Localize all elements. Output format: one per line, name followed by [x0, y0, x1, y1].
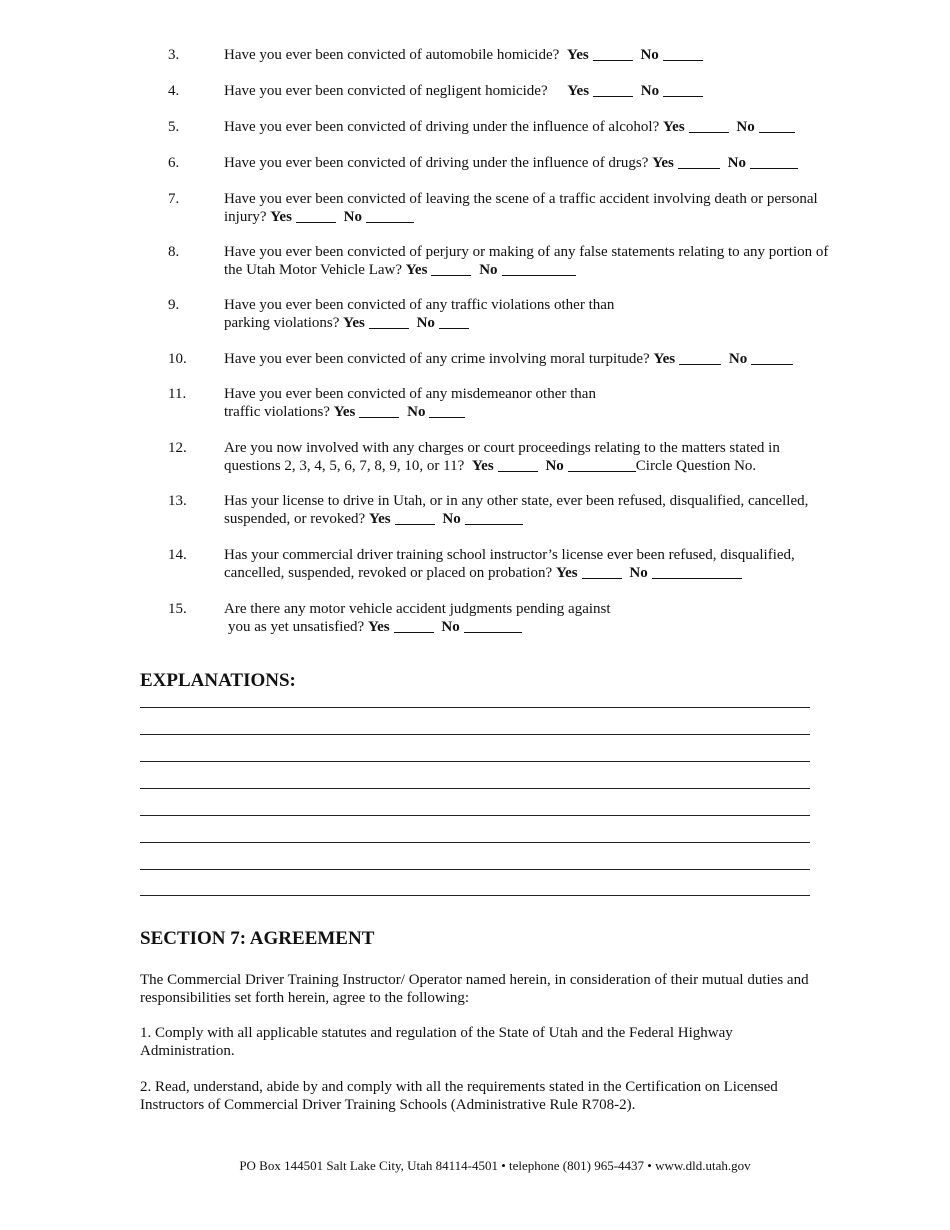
agreement-item-2-line: 2. Read, understand, abide by and comply with all the requirements stated in the Certification on Licensed: [140, 1079, 778, 1095]
question-number: 15.: [168, 601, 187, 617]
yes-label: Yes: [343, 315, 365, 331]
question-number: 3.: [168, 47, 180, 63]
agreement-item-1-line: Administration.: [140, 1043, 235, 1059]
yes-blank[interactable]: [296, 208, 336, 223]
no-label: No: [640, 47, 659, 63]
question-text: Have you ever been convicted of leaving the scene of a traffic accident involving death or personal: [224, 191, 818, 207]
question-number: 4.: [168, 83, 180, 99]
yes-blank[interactable]: [678, 154, 720, 169]
no-label: No: [441, 619, 460, 635]
question-text: you as yet unsatisfied?: [228, 619, 365, 635]
no-label: No: [407, 404, 426, 420]
question-text: Have you ever been convicted of any traffic violations other than: [224, 297, 615, 313]
yes-label: Yes: [555, 565, 578, 581]
yes-label: Yes: [405, 262, 428, 278]
yes-blank[interactable]: [394, 618, 434, 633]
yes-label: Yes: [567, 83, 590, 99]
no-blank[interactable]: [663, 46, 703, 61]
no-blank[interactable]: [568, 457, 636, 472]
yes-label: Yes: [652, 155, 674, 171]
question-text: Have you ever been convicted of negligent homicide?: [224, 83, 548, 99]
explanation-line-6[interactable]: [140, 842, 810, 843]
question-number: 8.: [168, 244, 180, 260]
question-text: traffic violations?: [224, 404, 330, 420]
question-number: 14.: [168, 547, 187, 563]
yes-blank[interactable]: [593, 46, 633, 61]
no-blank[interactable]: [759, 118, 795, 133]
yes-label: Yes: [368, 511, 391, 527]
no-blank[interactable]: [750, 154, 798, 169]
explanation-line-1[interactable]: [140, 707, 810, 708]
yes-blank[interactable]: [369, 314, 409, 329]
question-text: Have you ever been convicted of any crime involving moral turpitude?: [224, 351, 650, 367]
yes-blank[interactable]: [689, 118, 729, 133]
yes-blank[interactable]: [498, 457, 538, 472]
no-blank[interactable]: [663, 82, 703, 97]
question-text: injury?: [224, 209, 267, 225]
agreement-intro-line: The Commercial Driver Training Instructor/ Operator named herein, in consideration of their mutual duties and: [140, 972, 809, 988]
question-number: 7.: [168, 191, 180, 207]
question-text: parking violations?: [224, 315, 340, 331]
no-blank[interactable]: [366, 208, 414, 223]
no-blank[interactable]: [751, 350, 793, 365]
yes-label: Yes: [653, 351, 676, 367]
question-number: 13.: [168, 493, 187, 509]
question-text: Have you ever been convicted of any misdemeanor other than: [224, 386, 596, 402]
question-text: suspended, or revoked?: [224, 511, 366, 527]
yes-blank[interactable]: [582, 564, 622, 579]
no-label: No: [343, 209, 363, 225]
yes-blank[interactable]: [431, 261, 471, 276]
yes-blank[interactable]: [359, 403, 399, 418]
circle-question-note: Circle Question No.: [635, 458, 757, 474]
no-label: No: [545, 458, 564, 474]
explanation-line-7[interactable]: [140, 869, 810, 870]
no-blank[interactable]: [464, 618, 522, 633]
yes-label: Yes: [663, 119, 685, 135]
question-text: cancelled, suspended, revoked or placed on probation?: [224, 565, 553, 581]
no-label: No: [736, 119, 755, 135]
no-blank[interactable]: [652, 564, 742, 579]
agreement-intro: [140, 971, 840, 1007]
agreement-item-1: [140, 1024, 840, 1060]
explanation-line-8[interactable]: [140, 895, 810, 896]
explanation-line-3[interactable]: [140, 761, 810, 762]
no-label: No: [728, 351, 748, 367]
question-text: the Utah Motor Vehicle Law?: [224, 262, 403, 278]
yes-blank[interactable]: [679, 350, 721, 365]
question-text: Have you ever been convicted of automobile homicide?: [224, 47, 560, 63]
question-number: 10.: [168, 351, 187, 367]
no-blank[interactable]: [439, 314, 469, 329]
question-text: Has your commercial driver training school instructor’s license ever been refused, disqualified,: [224, 547, 795, 563]
yes-label: Yes: [270, 209, 292, 225]
agreement-item-1-line: 1. Comply with all applicable statutes and regulation of the State of Utah and the Federal Highway: [140, 1025, 733, 1041]
question-text: Has your license to drive in Utah, or in any other state, ever been refused, disqualified, cancelled,: [224, 493, 809, 509]
yes-label: Yes: [367, 619, 390, 635]
no-blank[interactable]: [502, 261, 576, 276]
question-number: 6.: [168, 155, 180, 171]
no-label: No: [416, 315, 435, 331]
no-blank[interactable]: [465, 510, 523, 525]
question-text: Have you ever been convicted of driving under the influence of drugs?: [224, 155, 649, 171]
yes-blank[interactable]: [395, 510, 435, 525]
agreement-item-2: [140, 1078, 840, 1114]
question-number: 5.: [168, 119, 180, 135]
explanation-line-2[interactable]: [140, 734, 810, 735]
no-label: No: [442, 511, 461, 527]
no-label: No: [727, 155, 746, 171]
no-blank[interactable]: [429, 403, 465, 418]
yes-label: Yes: [472, 458, 494, 474]
no-label: No: [629, 565, 648, 581]
yes-label: Yes: [333, 404, 356, 420]
agreement-intro-line: responsibilities set forth herein, agree to the following:: [140, 990, 470, 1006]
explanation-line-4[interactable]: [140, 788, 810, 789]
section-7-heading: SECTION 7: AGREEMENT: [140, 928, 375, 949]
yes-label: Yes: [567, 47, 589, 63]
no-label: No: [479, 262, 498, 278]
no-label: No: [640, 83, 660, 99]
question-text: Have you ever been convicted of perjury or making of any false statements relating to any portion of: [224, 244, 829, 260]
question-number: 12.: [168, 440, 187, 456]
question-text: Are you now involved with any charges or court proceedings relating to the matters stated in: [224, 440, 780, 456]
agreement-item-2-line: Instructors of Commercial Driver Training Schools (Administrative Rule R708-2).: [140, 1097, 636, 1113]
question-text: Have you ever been convicted of driving under the influence of alcohol?: [224, 119, 660, 135]
question-number: 9.: [168, 297, 180, 313]
explanation-line-5[interactable]: [140, 815, 810, 816]
page-footer: PO Box 144501 Salt Lake City, Utah 84114-4501 • telephone (801) 965-4437 • www.dld.utah.gov: [239, 1158, 751, 1173]
yes-blank[interactable]: [593, 82, 633, 97]
question-number: 11.: [168, 386, 187, 402]
question-text: Are there any motor vehicle accident judgments pending against: [224, 601, 611, 617]
explanations-heading: EXPLANATIONS:: [140, 670, 296, 691]
question-text: questions 2, 3, 4, 5, 6, 7, 8, 9, 10, or 11?: [224, 458, 465, 474]
